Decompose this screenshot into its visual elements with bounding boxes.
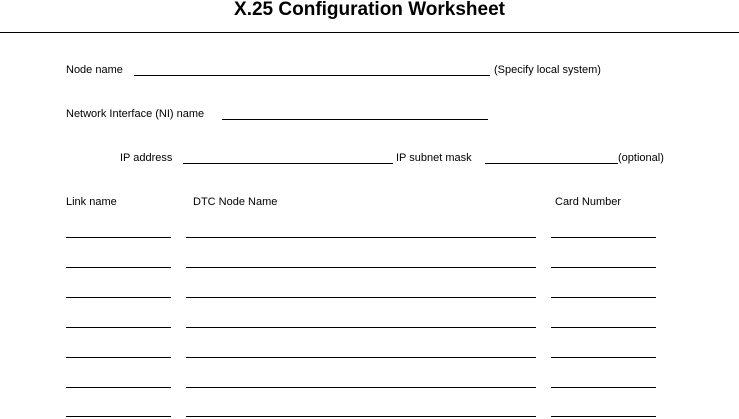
link-name-field[interactable] [66,297,171,298]
node-name-hint: (Specify local system) [494,64,601,76]
link-name-field[interactable] [66,416,171,417]
link-name-field[interactable] [66,267,171,268]
link-name-field[interactable] [66,237,171,238]
ip-subnet-mask-label: IP subnet mask [396,152,472,164]
ip-address-label: IP address [120,152,173,164]
ip-address-field[interactable] [183,163,393,164]
card-number-field[interactable] [551,327,656,328]
dtc-node-name-field[interactable] [186,237,536,238]
column-header-card-number: Card Number [555,196,622,208]
card-number-field[interactable] [551,387,656,388]
link-name-field[interactable] [66,357,171,358]
node-name-field[interactable] [134,75,490,76]
link-name-field[interactable] [66,387,171,388]
worksheet-title: X.25 Configuration Worksheet [234,0,505,20]
node-name-label: Node name [66,64,123,76]
ip-subnet-mask-field[interactable] [485,163,618,164]
link-name-field[interactable] [66,327,171,328]
title-divider [0,32,739,33]
interface-name-field[interactable] [222,119,488,120]
dtc-node-name-field[interactable] [186,387,536,388]
card-number-field[interactable] [551,237,656,238]
card-number-field[interactable] [551,297,656,298]
card-number-field[interactable] [551,357,656,358]
dtc-node-name-field[interactable] [186,357,536,358]
dtc-node-name-field[interactable] [186,327,536,328]
interface-name-label: Network Interface (NI) name [66,108,205,120]
card-number-field[interactable] [551,267,656,268]
dtc-node-name-field[interactable] [186,267,536,268]
card-number-field[interactable] [551,416,656,417]
dtc-node-name-field[interactable] [186,297,536,298]
ip-subnet-optional-label: (optional) [618,152,664,164]
dtc-node-name-field[interactable] [186,416,536,417]
column-header-link-name: Link name [66,196,117,208]
column-header-dtc-node-name: DTC Node Name [193,196,278,208]
